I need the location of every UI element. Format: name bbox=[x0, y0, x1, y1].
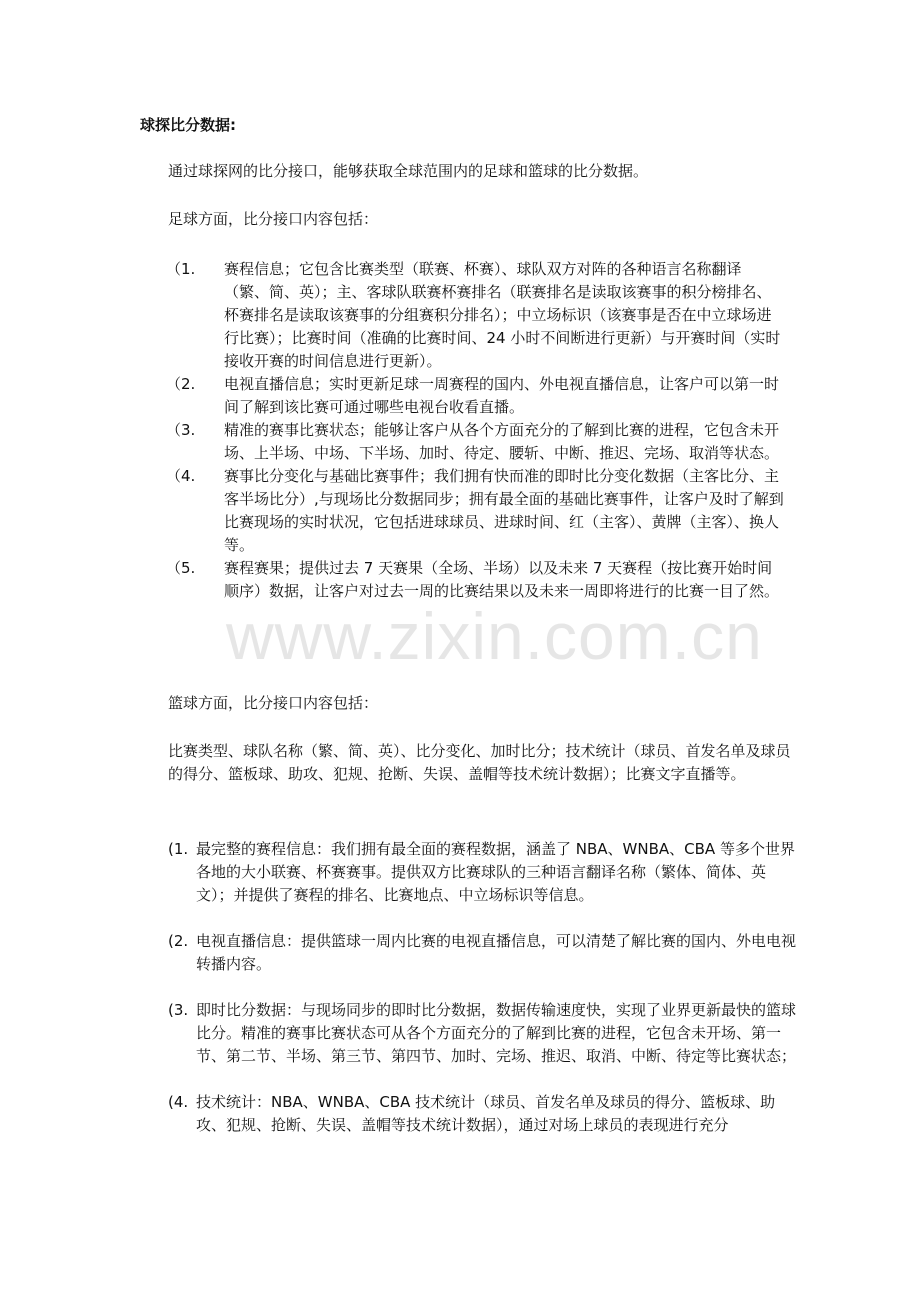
item-number: （3. bbox=[166, 421, 196, 439]
football-heading: 足球方面，比分接口内容包括： bbox=[168, 210, 379, 228]
item-number: (1. bbox=[168, 840, 189, 858]
item-number: (3. bbox=[168, 1001, 189, 1019]
list-item bbox=[168, 999, 796, 1068]
list-item bbox=[166, 557, 784, 603]
item-text: 赛程信息；它包含比赛类型（联赛、杯赛）、球队双方对阵的各种语言名称翻译（繁、简、英）；主、客球队联赛杯赛排名（联赛排名是读取该赛事的积分榜排名、杯赛排名是读取该赛事的分组赛积分排名）；中立场标识（该赛事是否在中立球场进行比赛）；比赛时间（准确的比赛时间、24 小时不间断进行更新）与开赛时间（实时接收开赛的时间信息进行更新）。 bbox=[224, 260, 781, 370]
item-text: 电视直播信息：提供篮球一周内比赛的电视直播信息，可以清楚了解比赛的国内、外电电视转播内容。 bbox=[196, 932, 797, 973]
list-item bbox=[168, 1091, 796, 1137]
list-item bbox=[166, 373, 784, 419]
item-number: (2. bbox=[168, 932, 189, 950]
watermark: www.zixin.com.cn bbox=[226, 599, 763, 673]
list-item bbox=[168, 838, 796, 907]
list-item bbox=[166, 419, 784, 465]
item-text: 技术统计：NBA、WNBA、CBA 技术统计（球员、首发名单及球员的得分、篮板球、助攻、犯规、抢断、失误、盖帽等技术统计数据），通过对场上球员的表现进行充分 bbox=[196, 1093, 776, 1134]
item-number: （2. bbox=[166, 375, 196, 393]
football-list bbox=[166, 258, 784, 603]
list-item bbox=[166, 465, 784, 557]
item-number: （1. bbox=[166, 260, 196, 278]
list-item bbox=[168, 930, 796, 976]
item-number: （5. bbox=[166, 559, 196, 577]
item-text: 精准的赛事比赛状态；能够让客户从各个方面充分的了解到比赛的进程，它包含未开场、上半场、中场、下半场、加时、待定、腰斩、中断、推迟、完场、取消等状态。 bbox=[224, 421, 780, 462]
item-number: (4. bbox=[168, 1093, 189, 1111]
item-text: 即时比分数据：与现场同步的即时比分数据，数据传输速度快，实现了业界更新最快的篮球比分。精准的赛事比赛状态可从各个方面充分的了解到比赛的进程，它包含未开场、第一节、第二节、半场、第三节、第四节、加时、完场、推迟、取消、中断、待定等比赛状态； bbox=[196, 1001, 797, 1065]
item-number: （4. bbox=[166, 467, 196, 485]
basketball-heading: 篮球方面，比分接口内容包括： bbox=[168, 694, 379, 712]
basketball-list bbox=[168, 838, 796, 1137]
item-text: 赛程赛果；提供过去 7 天赛果（全场、半场）以及未来 7 天赛程（按比赛开始时间顺序）数据，让客户对过去一周的比赛结果以及未来一周即将进行的比赛一目了然。 bbox=[224, 559, 780, 600]
item-text: 最完整的赛程信息：我们拥有最全面的赛程数据，涵盖了 NBA、WNBA、CBA 等多个世界各地的大小联赛、杯赛赛事。提供双方比赛球队的三种语言翻译名称（繁体、简体、英文）；并提供了赛程的排名、比赛地点、中立场标识等信息。 bbox=[196, 840, 795, 904]
basketball-summary: 比赛类型、球队名称（繁、简、英）、比分变化、加时比分；技术统计（球员、首发名单及球员的得分、篮板球、助攻、犯规、抢断、失误、盖帽等技术统计数据）；比赛文字直播等。 bbox=[168, 742, 791, 783]
page-title: 球探比分数据: bbox=[140, 116, 236, 134]
intro-paragraph: 通过球探网的比分接口，能够获取全球范围内的足球和篮球的比分数据。 bbox=[168, 162, 649, 180]
item-text: 赛事比分变化与基础比赛事件；我们拥有快而准的即时比分变化数据（主客比分、主客半场比分）,与现场比分数据同步；拥有最全面的基础比赛事件，让客户及时了解到比赛现场的实时状况，它包括进球球员、进球时间、红（主客）、黄牌（主客）、换人等。 bbox=[224, 467, 784, 554]
item-text: 电视直播信息；实时更新足球一周赛程的国内、外电视直播信息，让客户可以第一时间了解到该比赛可通过哪些电视台收看直播。 bbox=[224, 375, 780, 416]
list-item bbox=[166, 258, 784, 373]
